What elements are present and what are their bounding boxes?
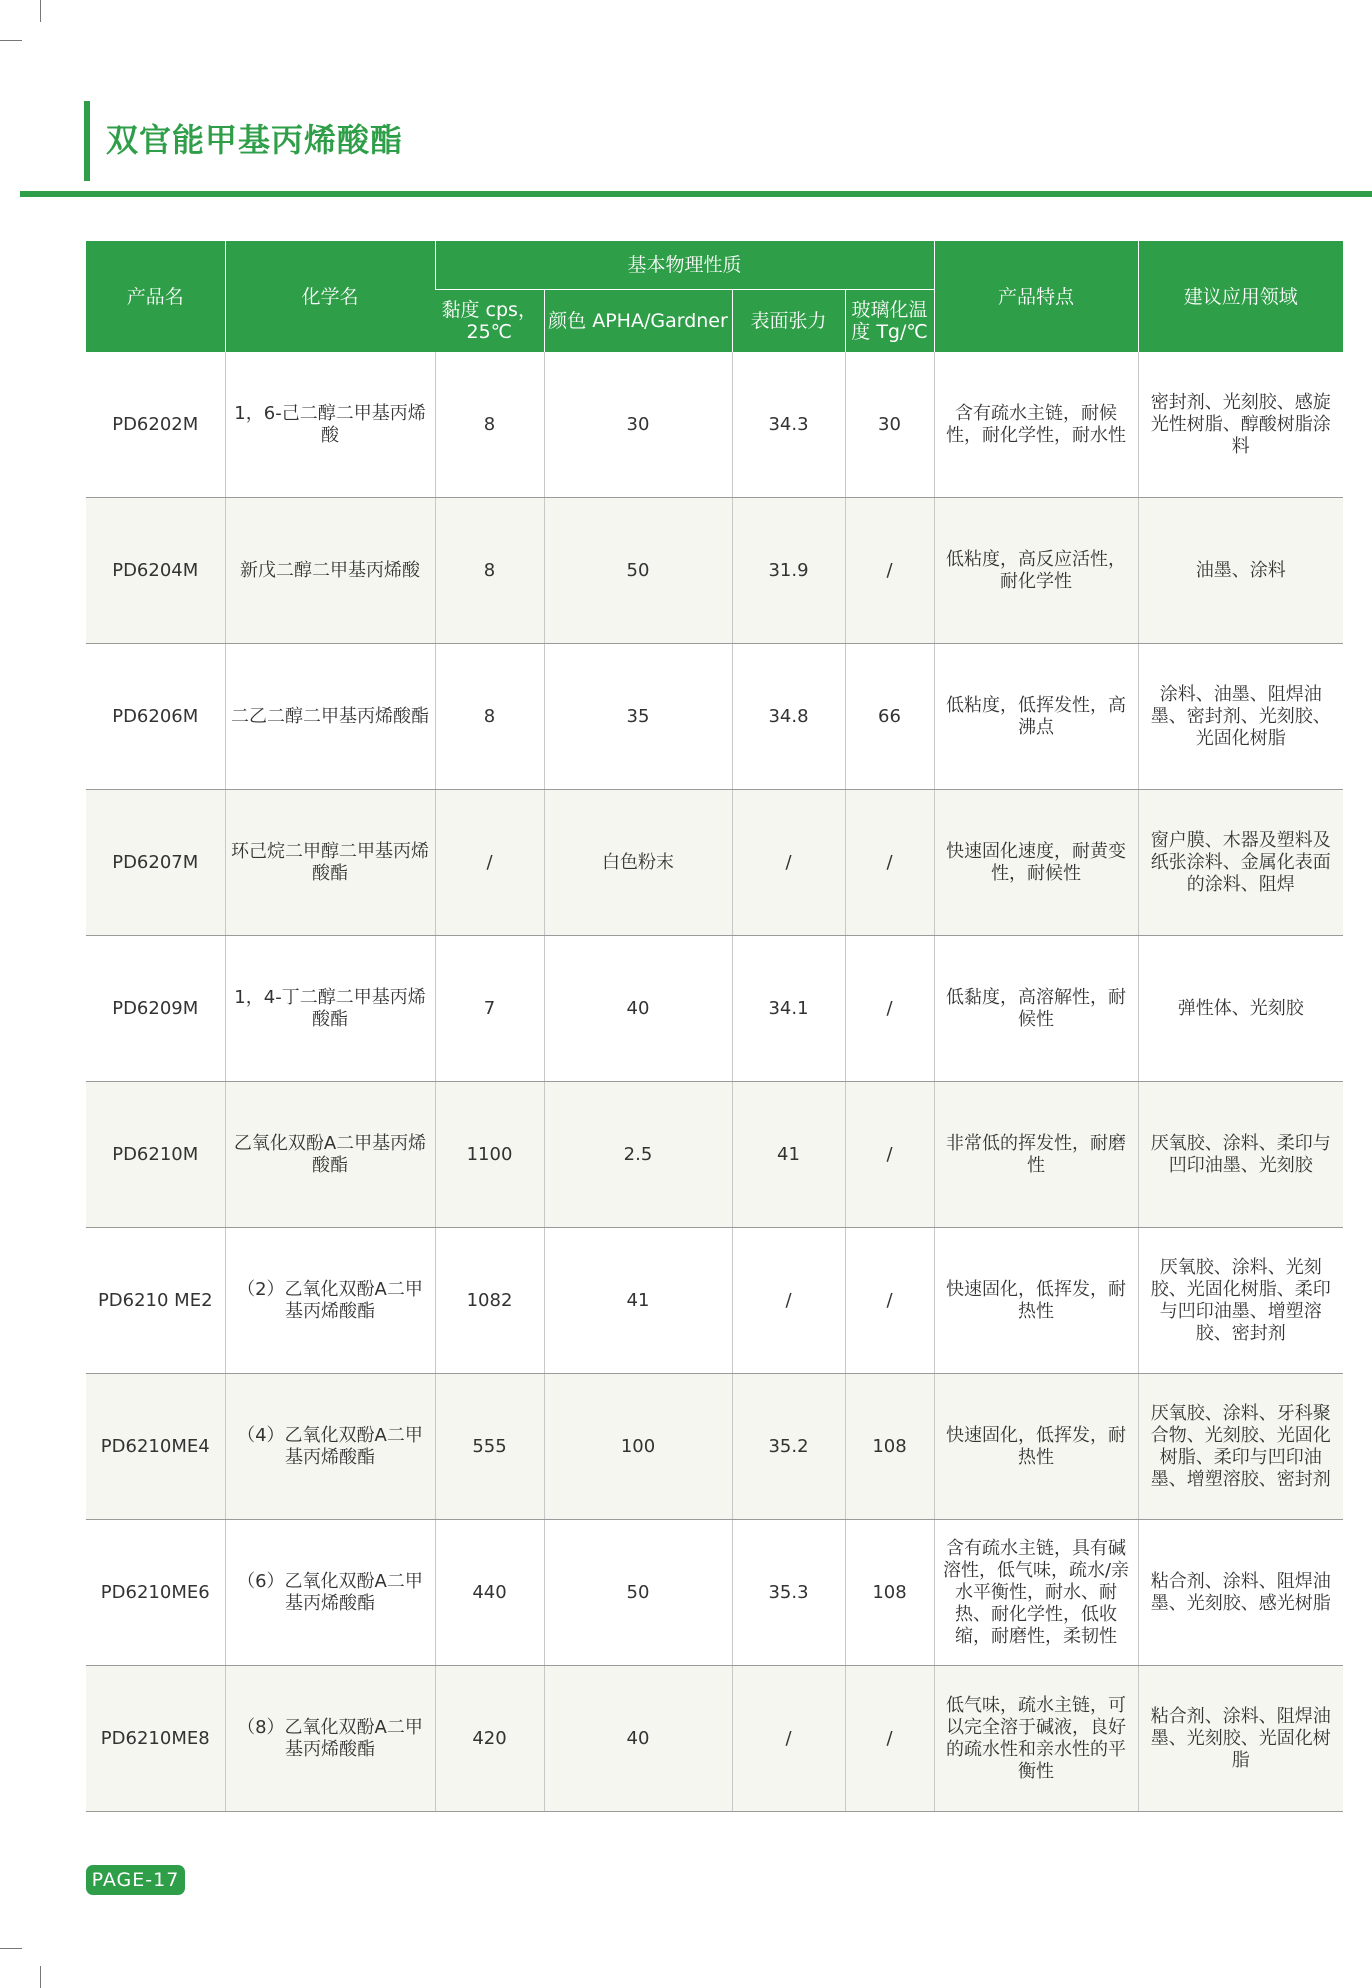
- cell-viscosity: 440: [435, 1520, 544, 1666]
- cell-applications: 窗户膜、木器及塑料及纸张涂料、金属化表面的涂料、阻焊: [1138, 790, 1343, 936]
- cell-surface-tension: /: [732, 790, 845, 936]
- cell-product: PD6204M: [86, 498, 225, 644]
- cell-viscosity: /: [435, 790, 544, 936]
- cell-product: PD6210 ME2: [86, 1228, 225, 1374]
- cell-viscosity: 7: [435, 936, 544, 1082]
- cell-product: PD6210ME8: [86, 1666, 225, 1812]
- product-table: [86, 241, 1343, 1812]
- cell-features: 低粘度，高反应活性，耐化学性: [934, 498, 1138, 644]
- cell-chemical: 1，6-己二醇二甲基丙烯酸: [225, 352, 435, 498]
- cell-surface-tension: 34.1: [732, 936, 845, 1082]
- table-row: [86, 498, 1343, 644]
- cell-tg: /: [845, 498, 934, 644]
- table-row: [86, 1520, 1343, 1666]
- cell-chemical: 1，4-丁二醇二甲基丙烯酸酯: [225, 936, 435, 1082]
- crop-mark-top-left-vertical: [40, 0, 41, 22]
- cell-color: 30: [544, 352, 732, 498]
- cell-features: 低黏度，高溶解性，耐候性: [934, 936, 1138, 1082]
- cell-applications: 厌氧胶、涂料、牙科聚合物、光刻胶、光固化树脂、柔印与凹印油墨、增塑溶胶、密封剂: [1138, 1374, 1343, 1520]
- cell-product: PD6207M: [86, 790, 225, 936]
- crop-mark-bottom-left-vertical: [40, 1966, 41, 1988]
- title-divider: [20, 191, 1372, 197]
- table-row: [86, 936, 1343, 1082]
- cell-tg: /: [845, 790, 934, 936]
- cell-surface-tension: 41: [732, 1082, 845, 1228]
- cell-applications: 油墨、涂料: [1138, 498, 1343, 644]
- table-row: [86, 1082, 1343, 1228]
- cell-chemical: （6）乙氧化双酚A二甲基丙烯酸酯: [225, 1520, 435, 1666]
- cell-features: 快速固化，低挥发，耐热性: [934, 1228, 1138, 1374]
- cell-surface-tension: 34.3: [732, 352, 845, 498]
- cell-applications: 厌氧胶、涂料、柔印与凹印油墨、光刻胶: [1138, 1082, 1343, 1228]
- page-title: 双官能甲基丙烯酸酯: [106, 121, 404, 159]
- cell-chemical: 乙氧化双酚A二甲基丙烯酸酯: [225, 1082, 435, 1228]
- cell-color: 40: [544, 936, 732, 1082]
- cell-product: PD6209M: [86, 936, 225, 1082]
- cell-applications: 粘合剂、涂料、阻焊油墨、光刻胶、光固化树脂: [1138, 1666, 1343, 1812]
- cell-chemical: （8）乙氧化双酚A二甲基丙烯酸酯: [225, 1666, 435, 1812]
- header-product: 产品名: [86, 241, 225, 352]
- cell-color: 100: [544, 1374, 732, 1520]
- cell-features: 非常低的挥发性，耐磨性: [934, 1082, 1138, 1228]
- cell-product: PD6210ME4: [86, 1374, 225, 1520]
- cell-tg: /: [845, 1082, 934, 1228]
- cell-color: 35: [544, 644, 732, 790]
- cell-color: 50: [544, 1520, 732, 1666]
- cell-features: 含有疏水主链，耐候性，耐化学性，耐水性: [934, 352, 1138, 498]
- cell-surface-tension: 35.2: [732, 1374, 845, 1520]
- header-applications: 建议应用领域: [1138, 241, 1343, 352]
- header-features: 产品特点: [934, 241, 1138, 352]
- cell-product: PD6210ME6: [86, 1520, 225, 1666]
- cell-color: 41: [544, 1228, 732, 1374]
- header-chemical: 化学名: [225, 241, 435, 352]
- cell-chemical: （2）乙氧化双酚A二甲基丙烯酸酯: [225, 1228, 435, 1374]
- cell-color: 50: [544, 498, 732, 644]
- table-row: [86, 352, 1343, 498]
- cell-features: 快速固化，低挥发，耐热性: [934, 1374, 1138, 1520]
- header-color: 颜色 APHA/Gardner: [544, 290, 732, 353]
- cell-surface-tension: 35.3: [732, 1520, 845, 1666]
- table-row: [86, 1228, 1343, 1374]
- crop-mark-bottom-left-horizontal: [0, 1948, 22, 1949]
- cell-tg: /: [845, 1666, 934, 1812]
- cell-features: 含有疏水主链，具有碱溶性，低气味，疏水/亲水平衡性，耐水、耐热、耐化学性，低收缩，耐磨性，柔韧性: [934, 1520, 1138, 1666]
- cell-viscosity: 1100: [435, 1082, 544, 1228]
- cell-product: PD6206M: [86, 644, 225, 790]
- header-tg: 玻璃化温度 Tg/℃: [845, 290, 934, 353]
- cell-applications: 涂料、油墨、阻焊油墨、密封剂、光刻胶、光固化树脂: [1138, 644, 1343, 790]
- cell-tg: 108: [845, 1520, 934, 1666]
- header-physical-group: 基本物理性质: [435, 241, 934, 290]
- page-number-badge: PAGE-17: [86, 1865, 185, 1895]
- cell-color: 2.5: [544, 1082, 732, 1228]
- cell-applications: 弹性体、光刻胶: [1138, 936, 1343, 1082]
- cell-tg: 108: [845, 1374, 934, 1520]
- cell-surface-tension: 34.8: [732, 644, 845, 790]
- table-row: [86, 1374, 1343, 1520]
- cell-viscosity: 555: [435, 1374, 544, 1520]
- header-surface-tension: 表面张力: [732, 290, 845, 353]
- crop-mark-top-left-horizontal: [0, 40, 22, 41]
- cell-viscosity: 8: [435, 498, 544, 644]
- cell-surface-tension: /: [732, 1666, 845, 1812]
- table-row: [86, 790, 1343, 936]
- cell-tg: 66: [845, 644, 934, 790]
- cell-viscosity: 420: [435, 1666, 544, 1812]
- cell-applications: 密封剂、光刻胶、感旋光性树脂、醇酸树脂涂料: [1138, 352, 1343, 498]
- cell-color: 40: [544, 1666, 732, 1812]
- cell-features: 低粘度，低挥发性，高沸点: [934, 644, 1138, 790]
- cell-features: 快速固化速度，耐黄变性，耐候性: [934, 790, 1138, 936]
- cell-surface-tension: /: [732, 1228, 845, 1374]
- cell-surface-tension: 31.9: [732, 498, 845, 644]
- cell-chemical: 环己烷二甲醇二甲基丙烯酸酯: [225, 790, 435, 936]
- cell-applications: 粘合剂、涂料、阻焊油墨、光刻胶、感光树脂: [1138, 1520, 1343, 1666]
- cell-product: PD6210M: [86, 1082, 225, 1228]
- cell-chemical: 新戊二醇二甲基丙烯酸: [225, 498, 435, 644]
- cell-color: 白色粉末: [544, 790, 732, 936]
- title-accent-bar: [84, 101, 90, 181]
- cell-features: 低气味，疏水主链，可以完全溶于碱液，良好的疏水性和亲水性的平衡性: [934, 1666, 1138, 1812]
- cell-tg: /: [845, 1228, 934, 1374]
- cell-product: PD6202M: [86, 352, 225, 498]
- cell-viscosity: 8: [435, 644, 544, 790]
- cell-applications: 厌氧胶、涂料、光刻胶、光固化树脂、柔印与凹印油墨、增塑溶胶、密封剂: [1138, 1228, 1343, 1374]
- cell-viscosity: 8: [435, 352, 544, 498]
- header-viscosity: 黏度 cps，25℃: [435, 290, 544, 353]
- cell-chemical: 二乙二醇二甲基丙烯酸酯: [225, 644, 435, 790]
- table-row: [86, 1666, 1343, 1812]
- cell-tg: 30: [845, 352, 934, 498]
- cell-chemical: （4）乙氧化双酚A二甲基丙烯酸酯: [225, 1374, 435, 1520]
- cell-tg: /: [845, 936, 934, 1082]
- table-row: [86, 644, 1343, 790]
- cell-viscosity: 1082: [435, 1228, 544, 1374]
